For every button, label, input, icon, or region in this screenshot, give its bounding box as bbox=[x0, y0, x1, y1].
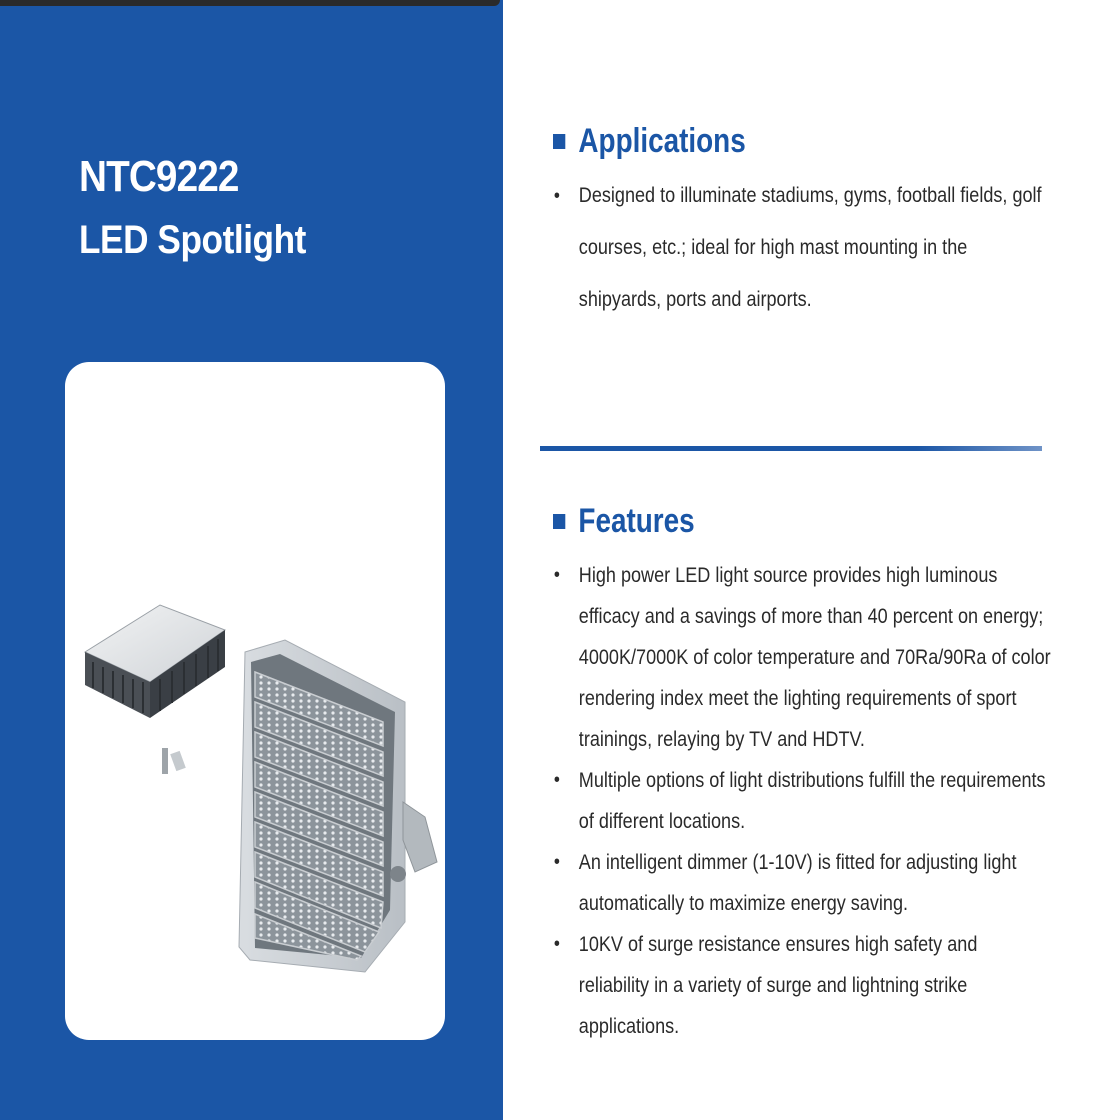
features-heading bbox=[553, 502, 695, 541]
product-photo-card bbox=[65, 362, 445, 1040]
list-item-text: Multiple options of light distributions fulfill the requirements of different locations. bbox=[578, 769, 1046, 833]
driver-box bbox=[85, 605, 225, 774]
left-panel bbox=[0, 0, 503, 1120]
heading-square-icon bbox=[553, 514, 565, 529]
applications-heading-text: Applications bbox=[578, 122, 746, 160]
list-item bbox=[553, 760, 1052, 842]
bullet-icon: • bbox=[553, 564, 560, 586]
bullet-icon: • bbox=[553, 769, 560, 791]
bullet-icon: • bbox=[553, 851, 560, 873]
list-item-text: High power LED light source provides high luminous efficacy and a savings of more than 40 percent on energy; 4000K/7000K of color temperature and 70Ra/90Ra of color rendering index meet the lighting requirements of sport trainings, relaying by TV and HDTV. bbox=[578, 564, 1051, 751]
bullet-icon: • bbox=[553, 185, 560, 207]
list-item bbox=[553, 170, 1052, 326]
features-heading-text: Features bbox=[578, 502, 695, 540]
applications-heading bbox=[553, 122, 746, 161]
list-item bbox=[553, 924, 1052, 1047]
list-item-text: 10KV of surge resistance ensures high safety and reliability in a variety of surge and lightning strike applications. bbox=[578, 933, 978, 1038]
list-item-text: Designed to illuminate stadiums, gyms, football fields, golf courses, etc.; ideal for high mast mounting in the shipyards, ports and airports. bbox=[578, 184, 1042, 311]
spotlight-panel bbox=[239, 640, 437, 972]
features-list bbox=[553, 555, 1120, 1047]
top-strip bbox=[0, 0, 500, 6]
section-divider bbox=[540, 446, 1042, 451]
applications-list bbox=[553, 170, 1120, 326]
bullet-icon: • bbox=[553, 933, 560, 955]
list-item bbox=[553, 842, 1052, 924]
heading-square-icon bbox=[553, 134, 565, 149]
product-name: LED Spotlight bbox=[79, 218, 306, 262]
list-item-text: An intelligent dimmer (1-10V) is fitted for adjusting light automatically to maximize energy saving. bbox=[578, 851, 1017, 915]
product-image bbox=[65, 362, 445, 1040]
list-item bbox=[553, 555, 1052, 760]
product-model: NTC9222 bbox=[79, 152, 239, 201]
